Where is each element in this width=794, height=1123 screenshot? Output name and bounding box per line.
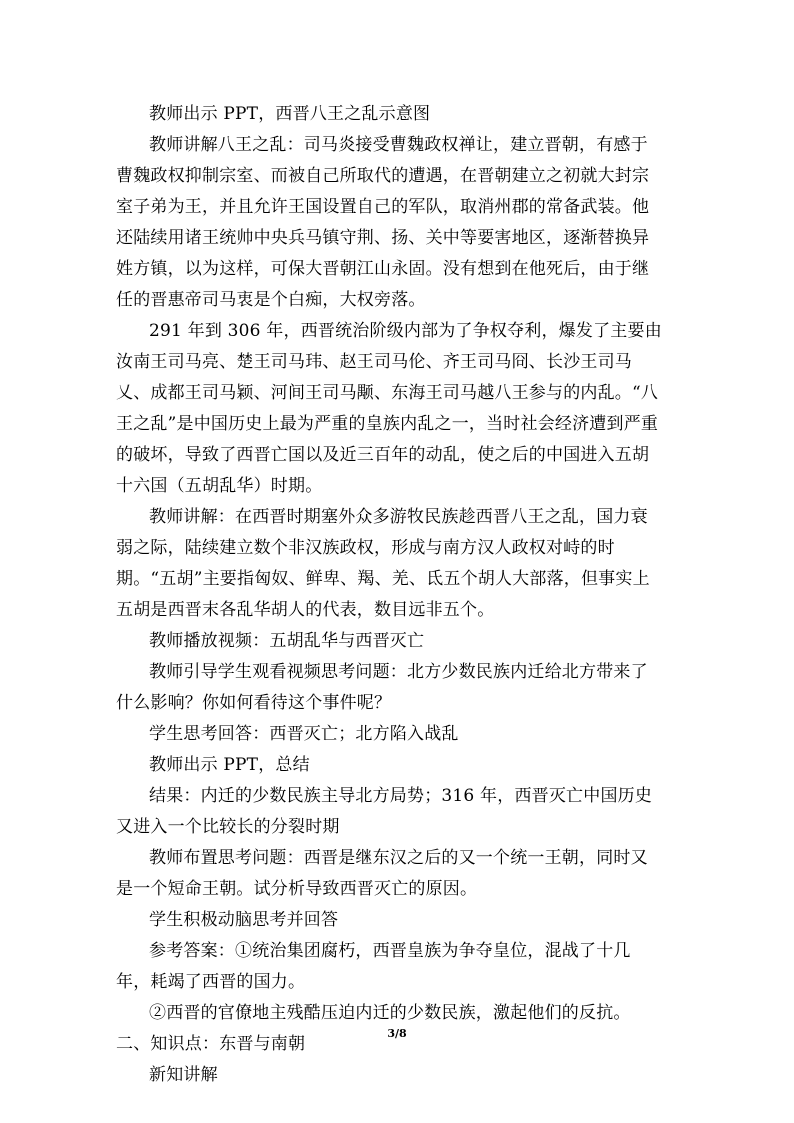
section-heading-eastern-jin: 二、知识点：东晋与南朝 xyxy=(116,1034,306,1054)
paragraph-eight-princes-history: 291 年到 306 年，西晋统治阶级内部为了争权夺利，爆发了主要由汝南王司马亮、楚王司马玮、赵王司马伦、齐王司马冏、长沙王司马乂、成都王司马颖、河间王司马颙、东海王司马越八王参与的内乱。“八王之乱”是中国历史上最为严重的皇族内乱之一，当时社会经济遭到严重的破坏，导致了西晋亡国以及近三百年的动乱，使之后的中国进入五胡十六国（五胡乱华）时期。 xyxy=(116,321,662,496)
document-body xyxy=(116,99,664,1091)
paragraph-eight-princes-explanation: 教师讲解八王之乱：司马炎接受曹魏政权禅让，建立晋朝，有感于曹魏政权抑制宗室、而被自己所取代的遭遇，在晋朝建立之初就大封宗室子弟为王，并且允许王国设置自己的军队，取消州郡的常备武装。他还陆续用诸王统帅中央兵马镇守荆、扬、关中等要害地区，逐渐替换异姓方镇，以为这样，可保大晋朝江山永固。没有想到在他死后，由于继任的晋惠帝司马衷是个白痴，大权旁落。 xyxy=(116,135,650,310)
paragraph-five-barbarians: 教师讲解：在西晋时期塞外众多游牧民族趁西晋八王之乱，国力衰弱之际，陆续建立数个非汉族政权，形成与南方汉人政权对峙的时期。“五胡”主要指匈奴、鲜卑、羯、羌、氐五个胡人大部落，但事实上五胡是西晋末各乱华胡人的代表，数目远非五个。 xyxy=(116,507,650,620)
paragraph-ppt-intro: 教师出示 PPT，西晋八王之乱示意图 xyxy=(149,104,431,124)
paragraph-reference-answer-1: 参考答案：①统治集团腐朽，西晋皇族为争夺皇位，混战了十几年，耗竭了西晋的国力。 xyxy=(116,941,631,992)
paragraph-result: 结果：内迁的少数民族主导北方局势；316 年，西晋灭亡中国历史又进入一个比较长的分裂时期 xyxy=(116,786,653,837)
paragraph-video: 教师播放视频：五胡乱华与西晋灭亡 xyxy=(149,631,425,651)
paragraph-ppt-summary: 教师出示 PPT，总结 xyxy=(149,755,310,775)
paragraph-thinking-question: 教师布置思考问题：西晋是继东汉之后的又一个统一王朝，同时又是一个短命王朝。试分析导致西晋灭亡的原因。 xyxy=(116,848,648,899)
paragraph-student-thinking: 学生积极动脑思考并回答 xyxy=(149,910,339,930)
page-number: 3/8 xyxy=(387,1027,407,1040)
paragraph-guiding-question: 教师引导学生观看视频思考问题：北方少数民族内迁给北方带来了什么影响？你如何看待这个事件呢？ xyxy=(116,662,648,713)
paragraph-new-knowledge: 新知讲解 xyxy=(149,1065,218,1085)
paragraph-student-answer: 学生思考回答：西晋灭亡；北方陷入战乱 xyxy=(149,724,459,744)
paragraph-reference-answer-2: ②西晋的官僚地主残酷压迫内迁的少数民族，激起他们的反抗。 xyxy=(149,1003,631,1023)
